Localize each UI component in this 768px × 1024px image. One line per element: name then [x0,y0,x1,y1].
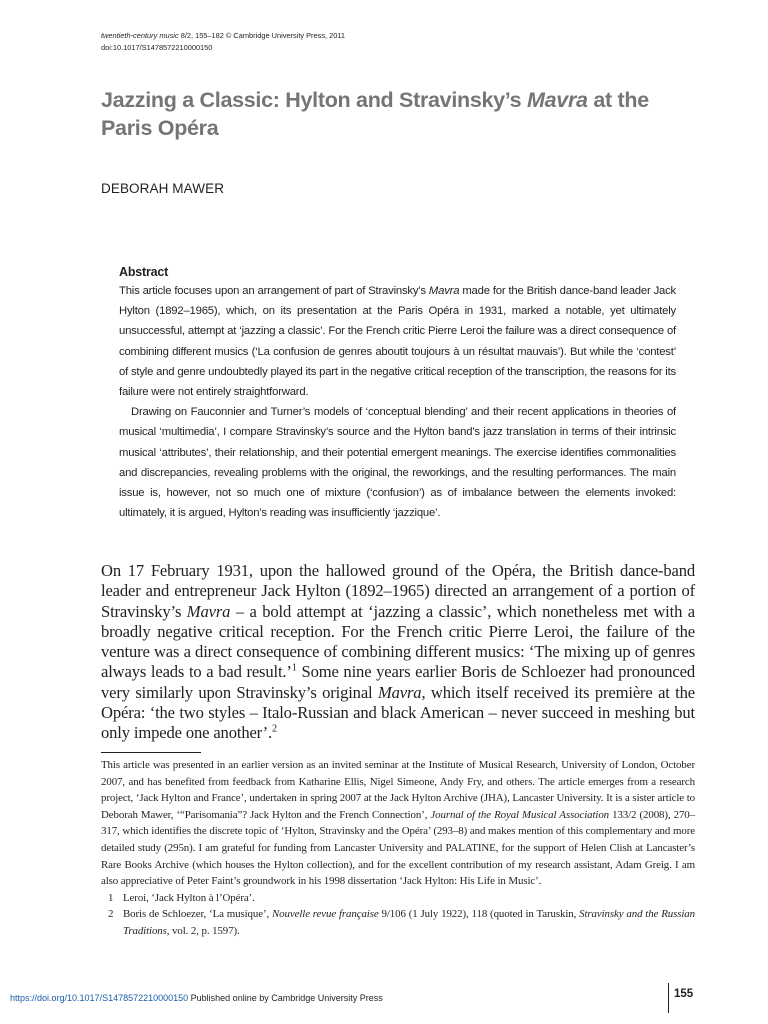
footnote-divider [101,752,201,753]
footnotes [101,757,695,940]
body-paragraph: On 17 February 1931, upon the hallowed ground of the Opéra, the British dance-band leader and entrepreneur Jack Hylton (1892–1965) directed an arrangement of a portion of Stravinsky’s Mavra – a bold attempt at ‘jazzing a classic’, which nonetheless met with a broadly negative critical reception. For the French critic Pierre Leroi, the failure of the venture was a direct consequence of combining different musics: ‘The mixing up of genres always leads to a bad result.’$^1$ Some nine years earlier Boris de Schloezer had pronounced very similarly upon Stravinsky’s original Mavra, which itself received its première at the Opéra: ‘the two styles – Italo-Russian and black American – never succeed in meshing but only impede one another’.$^2$ [101,561,695,743]
abstract-paragraph-1: This article focuses upon an arrangement of part of Stravinsky’s Mavra made for the British dance-band leader Jack Hylton (1892–1965), which, on its presentation at the Paris Opéra in 1931, marked a notable, yet ultimately unsuccessful, attempt at ‘jazzing a classic’. For the French critic Pierre Leroi the failure was a direct consequence of combining different musics (‘La confusion de genres aboutit toujours à un résultat mauvais’). But while the ‘contest’ of style and genre undoubtedly played its part in the negative critical reception of the transcription, the reasons for its failure were not entirely straightforward. [119,285,676,399]
footnote-2: 2 Boris de Schloezer, ‘La musique’, Nouvelle revue française 9/106 (1 July 1922), 118 (quoted in Taruskin, Stravinsky and the Russian Traditions, vol. 2, p. 1597). [108,908,695,937]
abstract-paragraph-2: Drawing on Fauconnier and Turner’s models of ‘conceptual blending’ and their recent applications in theories of musical ‘multimedia’, I compare Stravinsky’s source and the Hylton band’s jazz translation in terms of their intrinsic musical ‘attributes’, their relationship, and their potential emergent meanings. The exercise identifies commonalities and discrepancies, revealing problems with the original, the reworkings, and the resulting performances. The main issue is, however, not so much one of mixture (‘confusion’) as of imbalance between the elements invoked: ultimately, it is argued, Hylton’s reading was insufficiently ‘jazzique’. [119,406,676,520]
publisher-note: Published online by Cambridge University Press [188,993,383,1003]
footnote-1-number: 1 [108,891,114,904]
journal-issue: 8/2, 155–182 [180,31,224,40]
footnote-ref-2[interactable]: 2 [272,723,278,735]
author-name: DEBORAH MAWER [101,181,225,196]
article-title: Jazzing a Classic: Hylton and Stravinsky’s Mavra at the Paris Opéra [101,88,649,140]
page-number: 155 [674,988,694,1000]
footnote-1: 1 Leroi, ‘Jack Hylton à l’Opéra’. [101,890,695,907]
abstract-heading: Abstract [119,265,169,279]
journal-metadata [101,30,601,54]
page-footer [10,993,383,1003]
journal-copyright: © Cambridge University Press, 2011 [225,31,346,40]
footnote-2-number: 2 [108,908,114,921]
acknowledgement-note: This article was presented in an earlier version as an invited seminar at the Institute of Musical Research, University of London, October 2007, and has benefited from feedback from Katharine Ellis, Nigel Simeone, Andy Fry, and others. The article emerges from a research project, ‘Jack Hylton and France’, undertaken in spring 2007 at the Jack Hylton Archive (JHA), Lancaster University. It is a sister article to Deborah Mawer, ‘“Parisomania”? Jack Hylton and the French Connection’, Journal of the Royal Musical Association 133/2 (2008), 270–317, which identifies the discrete topic of ‘Hylton, Stravinsky and the Opéra’ (293–8) and makes mention of this complementary and more detailed study (295n). I am grateful for funding from Lancaster University and PALATINE, for the support of Helen Clish at Lancaster’s Rare Books Archive (which houses the Hylton collection), and for the excellent contribution of my research assistant, Adam Greig. I am also appreciative of Peter Faint’s groundwork in his 1998 dissertation ‘Jack Hylton: His Life in Music’. [101,759,695,888]
doi-link[interactable]: https://doi.org/10.1017/S1478572210000150 [10,993,189,1003]
footnote-ref-1[interactable]: 1 [291,662,297,674]
journal-name: twentieth-century music [101,31,179,40]
article-doi: doi:10.1017/S1478572210000150 [101,43,213,52]
abstract-section [119,263,676,523]
journal-citation-line [101,30,601,42]
page-number-divider [668,983,669,1013]
